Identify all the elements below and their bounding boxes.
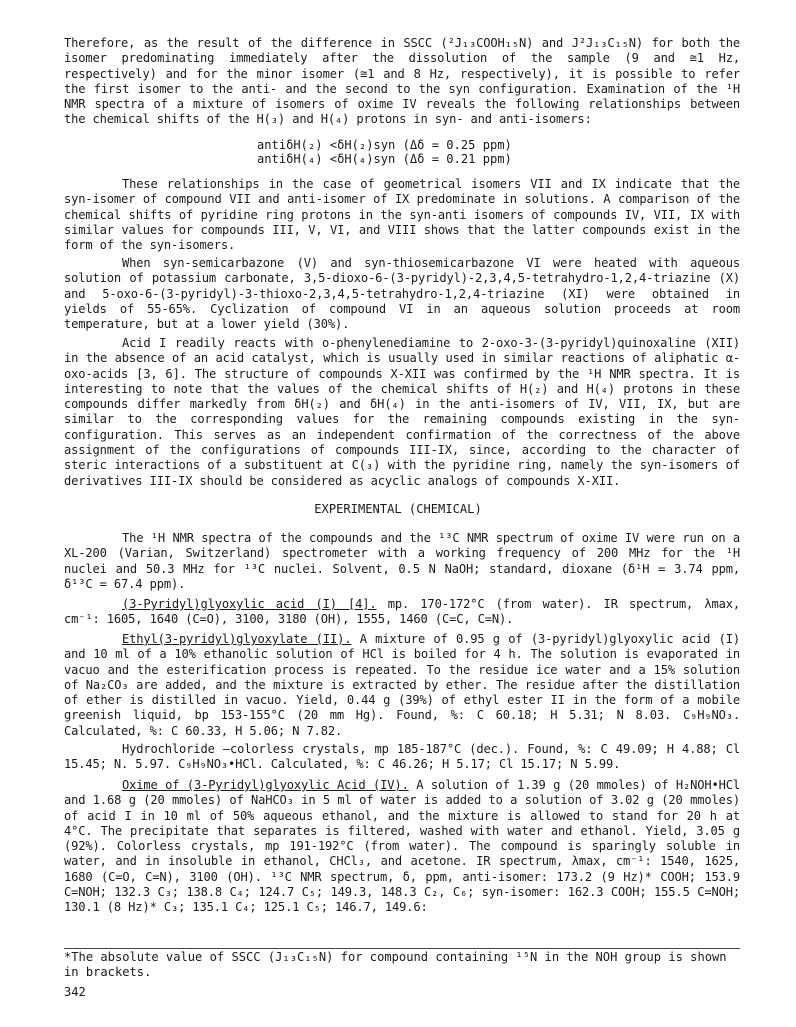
equation-h4-shift: antiδH(₄) <δH(₄)syn (Δδ = 0.21 ppm) (257, 152, 512, 166)
paragraph-triazine-synthesis: When syn-semicarbazone (V) and syn-thiosemicarbazone VI were heated with aqueous solution of potassium carbonate, 3,5-dioxo-6-(3-pyridyl)-2,3,4,5-tetrahydro-1,2,4-triazine (X) and 5-oxo-6-(3-pyridyl)-3-thioxo-2,3,4,5-tetrahydro-1,2,4-triazine (XI) were obtained in yields of 55-65%. Cyclization of compound VI in an aqueous solution proceeds at room temperature, but at a lower yield (30%). (64, 256, 740, 332)
paragraph-isomer-configuration: Therefore, as the result of the difference in SSCC (²J₁₃COOH₁₅N) and J²J₁₃C₁₅N) for both the isomer predominating immediately after the dissolution of the sample (9 and ≅1 Hz, respectively) and for the minor isomer (≅1 and 8 Hz, respectively), it is possible to refer the first isomer to the anti- and the second to the syn configuration. Examination of the ¹H NMR spectra of a mixture of isomers of oxime IV reveals the following relationships between the chemical shifts of the H(₃) and H(₄) protons in syn- and anti-isomers: (64, 36, 740, 127)
footnote-rule (64, 948, 740, 949)
paragraph-oxime-iv (64, 778, 740, 916)
paragraph-compound-i (64, 597, 740, 628)
paragraph-hydrochloride: Hydrochloride —colorless crystals, mp 185-187°C (dec.). Found, %: C 49.09; H 4.88; Cl 15.45; N. 5.97. C₉H₉NO₃•HCl. Calculated, %: C 46.26; H 5.17; Cl 15.17; N 5.99. (64, 742, 740, 772)
paragraph-nmr-conditions: The ¹H NMR spectra of the compounds and the ¹³C NMR spectrum of oxime IV were run on a XL-200 (Varian, Switzerland) spectrometer with a working frequency of 200 MHz for the ¹H nuclei and 50.3 MHz for ¹³C nuclei. Solvent, 0.5 N NaOH; standard, dioxane (δ¹H = 3.74 ppm, δ¹³C = 67.4 ppm). (64, 531, 740, 591)
footnote: *The absolute value of SSCC (J₁₃C₁₅N) for compound containing ¹⁵N in the NOH group is shown in brackets. (64, 950, 727, 979)
oxime-iv-title: Oxime of (3-Pyridyl)glyoxylic Acid (IV). (122, 778, 409, 792)
paragraph-geometrical-isomers: These relationships in the case of geometrical isomers VII and IX indicate that the syn-isomer of compound VII and anti-isomer of IX predominate in solutions. A comparison of the chemical shifts of pyridine ring protons in the syn-anti isomers of compounds IV, VII, IX with similar values for compounds III, V, VI, and VIII shows that the latter compounds exist in the form of the syn-isomers. (64, 177, 740, 253)
page-number: 342 (64, 985, 86, 999)
paragraph-compound-ii (64, 632, 740, 739)
section-heading-experimental: EXPERIMENTAL (CHEMICAL) (314, 502, 482, 516)
compound-ii-body: A mixture of 0.95 g of (3-pyridyl)glyoxylic acid (I) and 10 ml of a 10% ethanolic solution of HCl is boiled for 4 h. The solution is evaporated in vacuo and the esterification process is repeated. To the residue ice water and a 15% solution of Na₂CO₃ are added, and the mixture is extracted by ether. The residue after the distillation of ether is distilled in vacuo. Yield, 0.44 g (39%) of ethyl ester II in the form of a mobile greenish liquid, bp 153-155°C (20 mm Hg). Found, %: C 60.18; H 5.31; N 8.03. C₉H₉NO₃. Calculated, %: C 60.33, H 5.06; N 7.82. (64, 632, 740, 738)
oxime-iv-body: A solution of 1.39 g (20 mmoles) of H₂NOH•HCl and 1.68 g (20 mmoles) of NaHCO₃ in 5 ml of water is added to a solution of 3.02 g (20 mmoles) of acid I in 10 ml of 50% aqueous ethanol, and the mixture is allowed to stand for 20 h at 4°C. The precipitate that separates is filtered, washed with water and ethanol. Yield, 3.05 g (92%). Colorless crystals, mp 191-192°C (from water). The compound is sparingly soluble in water, and in insoluble in ethanol, CHCl₃, and acetone. IR spectrum, λmax, cm⁻¹: 1540, 1625, 1680 (C=O, C=N), 3100 (OH). ¹³C NMR spectrum, δ, ppm, anti-isomer: 173.2 (9 Hz)* COOH; 153.9 C=NOH; 132.3 C₃; 138.8 C₄; 124.7 C₅; 149.3, 148.3 C₂, C₆; syn-isomer: 162.3 COOH; 155.5 C=NOH; 130.1 (8 Hz)* C₃; 135.1 C₄; 125.1 C₅; 146.7, 149.6: (64, 778, 740, 915)
compound-i-body: mp. 170-172°C (from water). IR spectrum, λmax, cm⁻¹: 1605, 1640 (C=O), 3100, 3180 (OH), 1555, 1460 (C=C, C=N). (64, 597, 740, 627)
compound-i-title: (3-Pyridyl)glyoxylic acid (I) [4]. (122, 597, 377, 611)
equation-h2-shift: antiδH(₂) <δH(₂)syn (Δδ = 0.25 ppm) (257, 138, 512, 152)
compound-ii-title: Ethyl(3-pyridyl)glyoxylate (II). (122, 632, 352, 646)
paragraph-quinoxaline: Acid I readily reacts with o-phenylenediamine to 2-oxo-3-(3-pyridyl)quinoxaline (XII) in the absence of an acid catalyst, which is usually used in similar reactions of aliphatic α-oxo-acids [3, 6]. The structure of compounds X-XII was confirmed by the ¹H NMR spectra. It is interesting to note that the values of the chemical shifts of H(₂) and H(₄) protons in these compounds differ markedly from δH(₂) and δH(₄) in the anti-isomers of IV, VII, IX, but are similar to the corresponding values for the remaining compounds existing in the syn-configuration. This serves as an independent confirmation of the correctness of the above assignment of the configurations of compounds III-IX, since, according to the character of steric interactions of a substituent at C(₃) with the pyridine ring, namely the syn-isomers of derivatives III-IX should be considered as acyclic analogs of compounds X-XII. (64, 336, 740, 488)
